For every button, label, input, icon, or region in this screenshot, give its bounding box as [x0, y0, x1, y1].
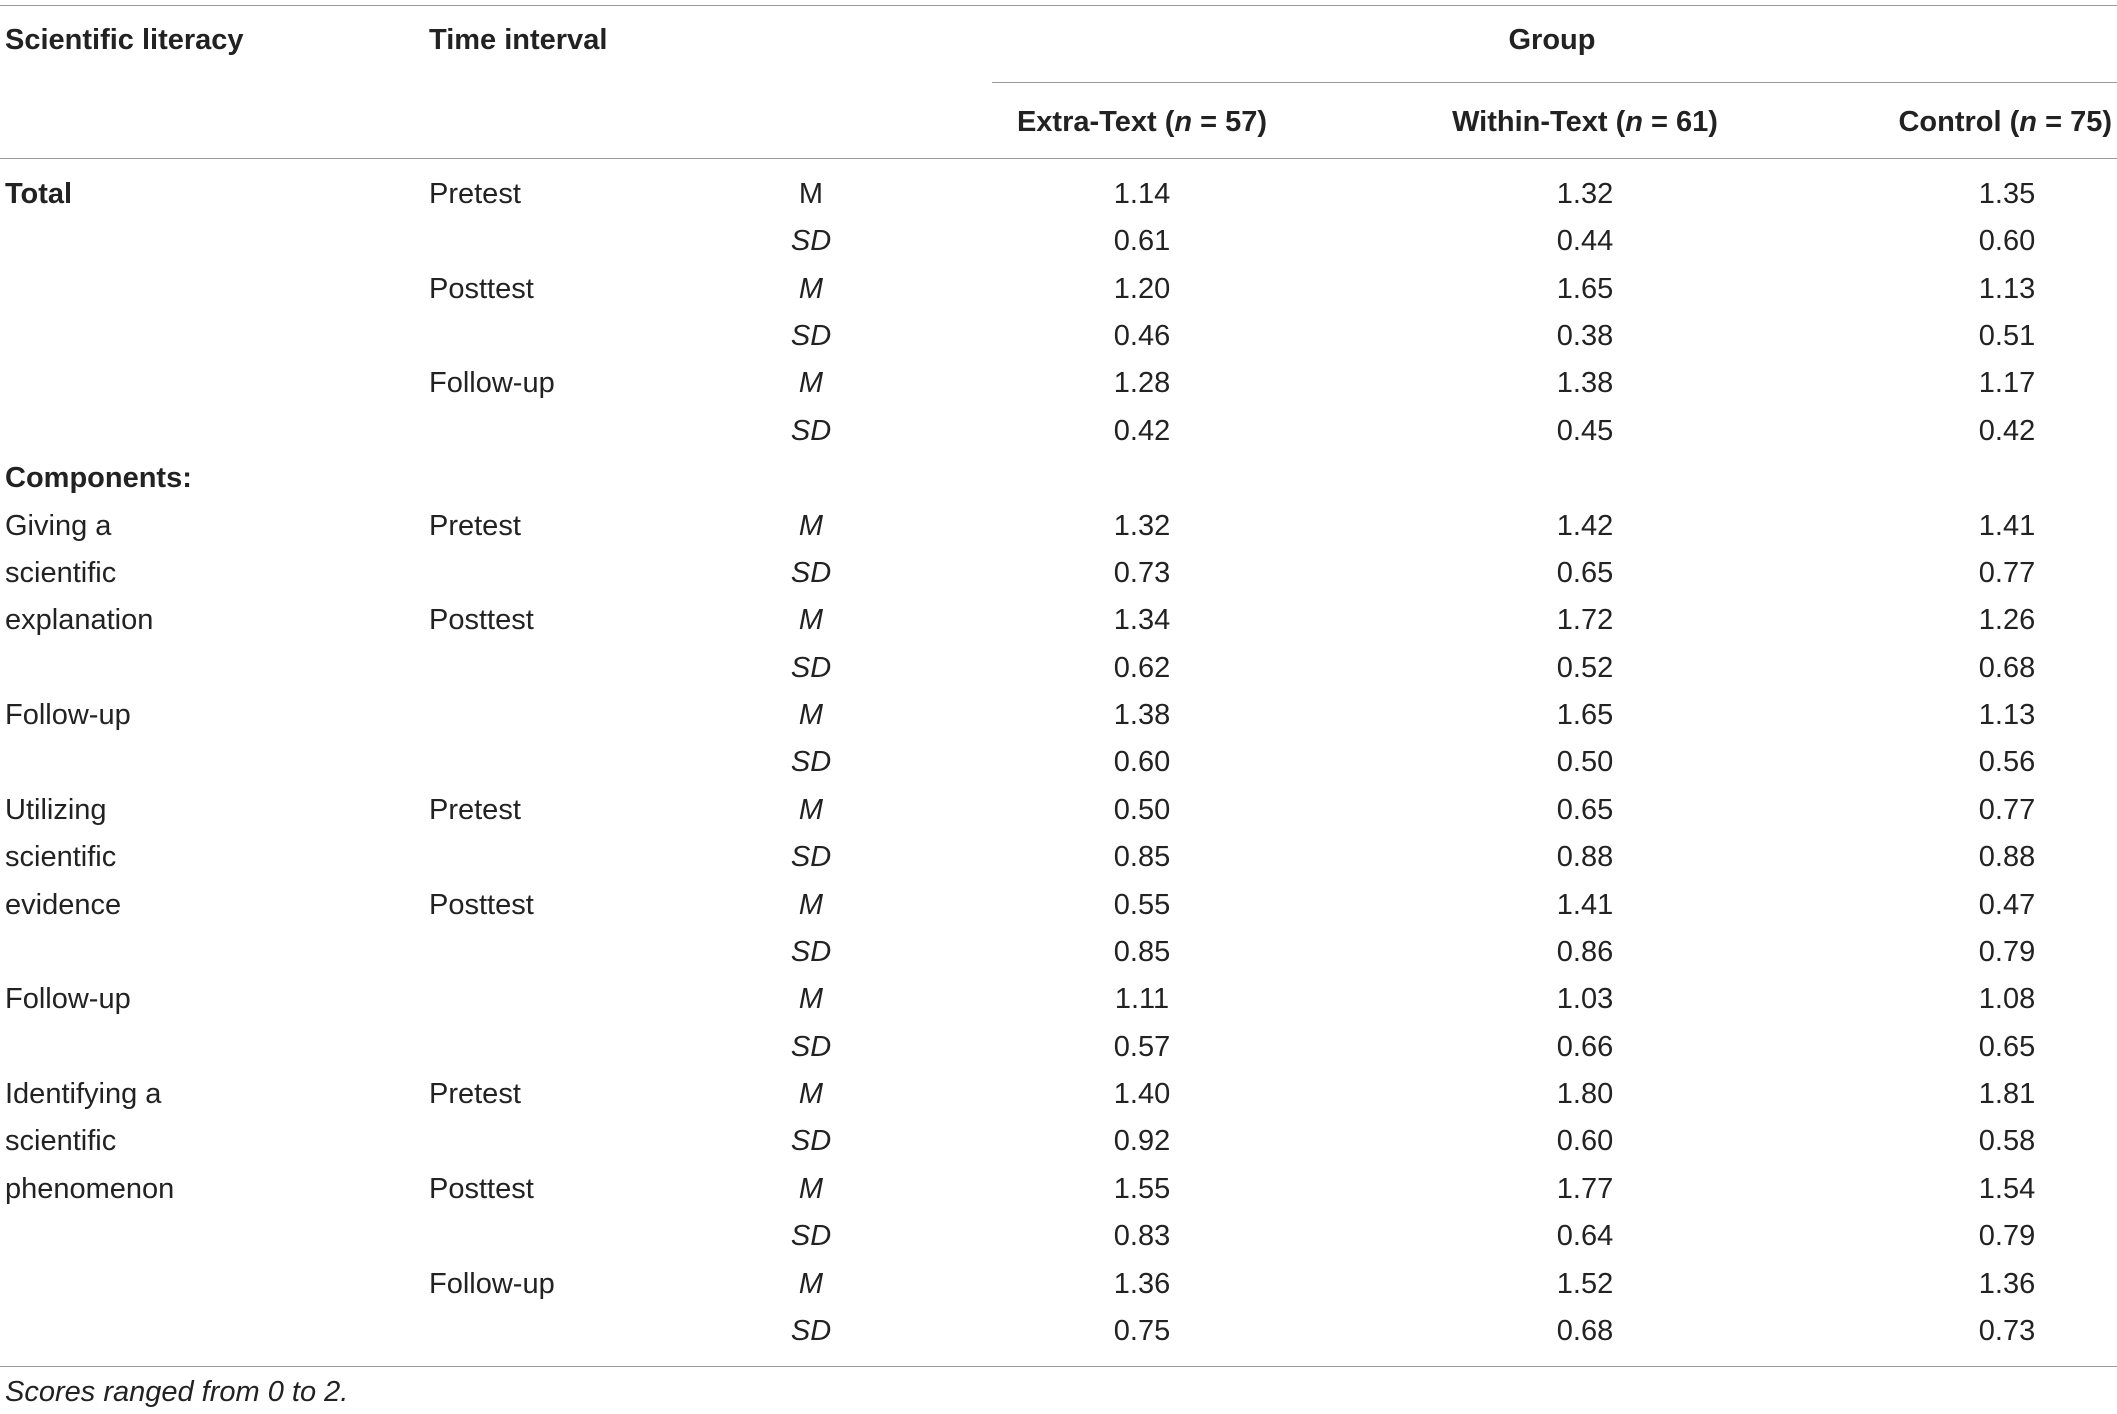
- cell-within-text: 1.52: [1556, 1268, 1614, 1300]
- group-name: Extra-Text: [1016, 106, 1157, 138]
- cell-extra-text: 0.85: [1113, 936, 1171, 968]
- cell-within-text: 0.50: [1556, 746, 1614, 778]
- row-time-interval: Posttest: [429, 889, 534, 921]
- cell-control: 1.35: [1978, 178, 2036, 210]
- row-time-interval: Posttest: [429, 1173, 534, 1205]
- cell-extra-text: 1.34: [1113, 604, 1171, 636]
- row-statistic: M: [798, 367, 824, 399]
- row-label: Utilizing: [5, 794, 107, 826]
- cell-within-text: 1.38: [1556, 367, 1614, 399]
- row-statistic: M: [798, 273, 824, 305]
- row-label: Components:: [5, 462, 192, 494]
- row-time-interval: Pretest: [429, 510, 521, 542]
- row-label: explanation: [5, 604, 154, 636]
- cell-extra-text: 0.57: [1113, 1031, 1171, 1063]
- cell-control: 1.26: [1978, 604, 2036, 636]
- cell-control: 1.81: [1978, 1078, 2036, 1110]
- group-name: Control: [1898, 106, 2002, 138]
- cell-control: 0.79: [1978, 936, 2036, 968]
- row-label: phenomenon: [5, 1173, 175, 1205]
- cell-control: 1.13: [1978, 273, 2036, 305]
- group-n-label: n: [1625, 106, 1643, 138]
- cell-within-text: 1.41: [1556, 889, 1614, 921]
- row-statistic: M: [798, 178, 824, 210]
- row-label: scientific: [5, 557, 117, 589]
- cell-within-text: 0.68: [1556, 1315, 1614, 1347]
- cell-within-text: 1.65: [1556, 273, 1614, 305]
- group-n-value: = 75: [2045, 106, 2103, 138]
- row-statistic: M: [798, 889, 824, 921]
- cell-within-text: 0.65: [1556, 557, 1614, 589]
- row-time-interval: Pretest: [429, 1078, 521, 1110]
- cell-within-text: 0.66: [1556, 1031, 1614, 1063]
- cell-within-text: 0.52: [1556, 652, 1614, 684]
- row-statistic: SD: [790, 1125, 832, 1157]
- cell-within-text: 0.60: [1556, 1125, 1614, 1157]
- group-rule: [992, 82, 2117, 83]
- cell-control: 0.65: [1978, 1031, 2036, 1063]
- cell-control: 0.60: [1978, 225, 2036, 257]
- group-n-label: n: [2019, 106, 2038, 138]
- row-statistic: SD: [790, 415, 832, 447]
- row-statistic: SD: [790, 225, 832, 257]
- cell-within-text: 1.65: [1556, 699, 1614, 731]
- cell-extra-text: 1.40: [1113, 1078, 1171, 1110]
- row-statistic: SD: [790, 1220, 832, 1252]
- row-label: scientific: [5, 841, 117, 873]
- cell-extra-text: 0.61: [1113, 225, 1171, 257]
- cell-control: 0.68: [1978, 652, 2036, 684]
- row-statistic: M: [798, 699, 824, 731]
- cell-within-text: 0.65: [1556, 794, 1614, 826]
- cell-control: 1.41: [1978, 510, 2036, 542]
- cell-within-text: 0.38: [1556, 320, 1614, 352]
- cell-extra-text: 1.20: [1113, 273, 1171, 305]
- group-n-value: = 57: [1200, 106, 1258, 138]
- col-header-time-interval: Time interval: [429, 24, 608, 56]
- row-label: Total: [5, 178, 73, 210]
- cell-extra-text: 0.50: [1113, 794, 1171, 826]
- group-header-within-text: Within-Text (n = 61): [1452, 106, 1718, 138]
- row-statistic: SD: [790, 1031, 832, 1063]
- row-label: Follow-up: [5, 983, 131, 1015]
- cell-control: 0.77: [1978, 794, 2036, 826]
- cell-control: 0.77: [1978, 557, 2036, 589]
- cell-control: 1.13: [1978, 699, 2036, 731]
- cell-extra-text: 0.85: [1113, 841, 1171, 873]
- cell-control: 0.88: [1978, 841, 2036, 873]
- cell-extra-text: 1.14: [1113, 178, 1171, 210]
- cell-control: 0.51: [1978, 320, 2036, 352]
- cell-control: 0.58: [1978, 1125, 2036, 1157]
- row-statistic: M: [798, 1268, 824, 1300]
- row-time-interval: Follow-up: [429, 1268, 555, 1300]
- cell-within-text: 1.72: [1556, 604, 1614, 636]
- group-header-extra-text: Extra-Text (n = 57): [1016, 106, 1268, 138]
- row-statistic: M: [798, 983, 824, 1015]
- row-statistic: SD: [790, 557, 832, 589]
- row-statistic: SD: [790, 1315, 832, 1347]
- row-label: scientific: [5, 1125, 117, 1157]
- row-label: evidence: [5, 889, 122, 921]
- row-time-interval: Posttest: [429, 604, 534, 636]
- cell-within-text: 1.03: [1556, 983, 1614, 1015]
- row-statistic: SD: [790, 746, 832, 778]
- row-statistic: SD: [790, 320, 832, 352]
- cell-within-text: 0.86: [1556, 936, 1614, 968]
- row-statistic: M: [798, 1078, 824, 1110]
- group-header-control: Control (n = 75): [1898, 106, 2112, 138]
- row-statistic: SD: [790, 652, 832, 684]
- cell-extra-text: 1.28: [1113, 367, 1171, 399]
- cell-within-text: 1.32: [1556, 178, 1614, 210]
- cell-within-text: 1.80: [1556, 1078, 1614, 1110]
- cell-control: 1.54: [1978, 1173, 2036, 1205]
- cell-control: 0.79: [1978, 1220, 2036, 1252]
- cell-extra-text: 0.46: [1113, 320, 1171, 352]
- row-statistic: M: [798, 794, 824, 826]
- cell-control: 0.47: [1978, 889, 2036, 921]
- cell-extra-text: 0.62: [1113, 652, 1171, 684]
- cell-extra-text: 0.42: [1113, 415, 1171, 447]
- cell-extra-text: 1.11: [1114, 983, 1170, 1015]
- col-header-scientific-literacy: Scientific literacy: [5, 24, 244, 56]
- cell-extra-text: 0.75: [1113, 1315, 1171, 1347]
- table-bottom-rule: [0, 1366, 2117, 1367]
- row-time-interval: Posttest: [429, 273, 534, 305]
- table-footnote: Scores ranged from 0 to 2.: [5, 1376, 349, 1408]
- cell-extra-text: 1.32: [1113, 510, 1171, 542]
- cell-control: 0.73: [1978, 1315, 2036, 1347]
- cell-extra-text: 0.92: [1113, 1125, 1171, 1157]
- group-n-value: = 61: [1651, 106, 1709, 138]
- cell-extra-text: 1.38: [1113, 699, 1171, 731]
- row-label: Follow-up: [5, 699, 131, 731]
- cell-control: 0.42: [1978, 415, 2036, 447]
- row-time-interval: Follow-up: [429, 367, 555, 399]
- row-statistic: M: [798, 510, 824, 542]
- group-n-label: n: [1174, 106, 1193, 138]
- cell-extra-text: 0.83: [1113, 1220, 1171, 1252]
- row-statistic: SD: [790, 936, 832, 968]
- cell-within-text: 0.88: [1556, 841, 1614, 873]
- row-label: Giving a: [5, 510, 112, 542]
- row-time-interval: Pretest: [429, 178, 521, 210]
- cell-within-text: 0.64: [1556, 1220, 1614, 1252]
- row-time-interval: Pretest: [429, 794, 521, 826]
- row-statistic: M: [798, 1173, 824, 1205]
- header-bottom-rule: [0, 158, 2117, 159]
- group-name: Within-Text: [1452, 106, 1608, 138]
- cell-within-text: 0.44: [1556, 225, 1614, 257]
- cell-control: 1.17: [1978, 367, 2036, 399]
- row-statistic: M: [798, 604, 824, 636]
- cell-control: 1.08: [1978, 983, 2036, 1015]
- cell-extra-text: 0.60: [1113, 746, 1171, 778]
- cell-extra-text: 0.55: [1113, 889, 1171, 921]
- cell-control: 0.56: [1978, 746, 2036, 778]
- cell-within-text: 1.77: [1556, 1173, 1614, 1205]
- cell-extra-text: 1.55: [1113, 1173, 1171, 1205]
- cell-control: 1.36: [1978, 1268, 2036, 1300]
- col-header-group: Group: [1508, 24, 1596, 56]
- row-label: Identifying a: [5, 1078, 162, 1110]
- top-rule: [0, 5, 2117, 6]
- cell-within-text: 0.45: [1556, 415, 1614, 447]
- cell-within-text: 1.42: [1556, 510, 1614, 542]
- cell-extra-text: 0.73: [1113, 557, 1171, 589]
- row-statistic: SD: [790, 841, 832, 873]
- cell-extra-text: 1.36: [1113, 1268, 1171, 1300]
